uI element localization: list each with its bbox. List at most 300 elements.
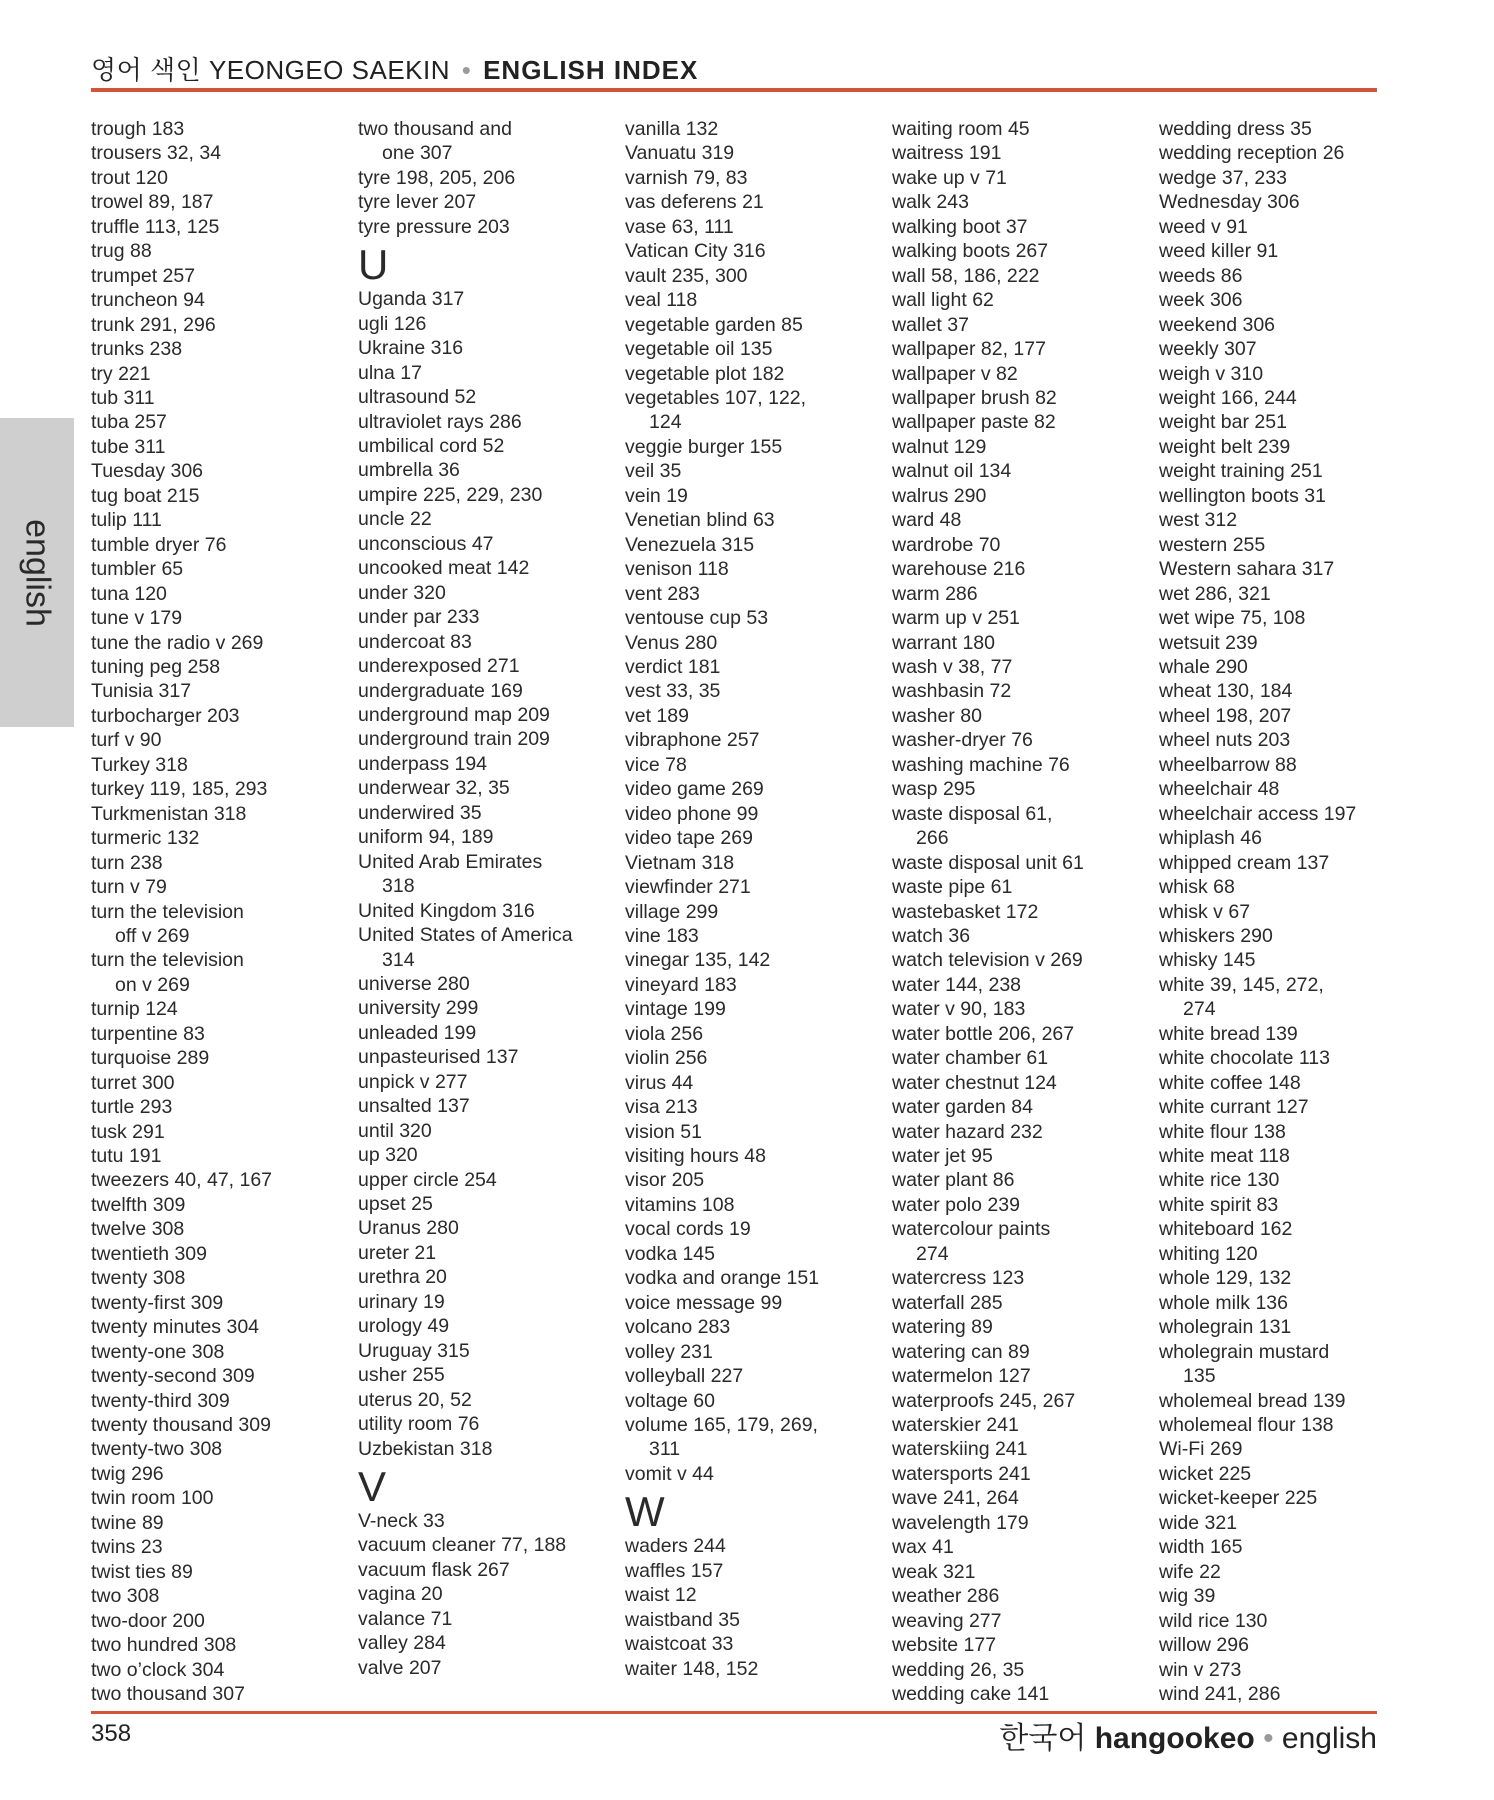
index-entry: Turkmenistan 318 — [91, 802, 247, 825]
index-entry: willow 296 — [1159, 1634, 1249, 1657]
index-entry: vision 51 — [625, 1120, 702, 1143]
index-entry: underground map 209 — [358, 703, 550, 726]
index-entry: try 221 — [91, 362, 151, 385]
index-entry: twenty 308 — [91, 1267, 186, 1290]
index-entry: white spirit 83 — [1159, 1193, 1279, 1216]
index-entry: vodka and orange 151 — [625, 1267, 820, 1290]
index-entry: wasp 295 — [892, 778, 976, 801]
index-entry: Vatican City 316 — [625, 240, 766, 263]
index-entry: water chamber 61 — [892, 1047, 1049, 1070]
header-english: ENGLISH INDEX — [483, 55, 699, 85]
index-entry: tyre pressure 203 — [358, 215, 510, 238]
index-entry: wheelchair 48 — [1159, 778, 1280, 801]
index-entry: waistcoat 33 — [625, 1633, 734, 1656]
index-entry: twenty-third 309 — [91, 1389, 230, 1412]
index-entry: website 177 — [892, 1634, 997, 1657]
index-entry: tube 311 — [91, 435, 166, 458]
index-entry: Uzbekistan 318 — [358, 1437, 493, 1460]
index-entry: vase 63, 111 — [625, 215, 734, 238]
index-entry: undercoat 83 — [358, 630, 472, 653]
index-entry: watch television v 269 — [892, 949, 1083, 972]
index-entry: wicket-keeper 225 — [1159, 1487, 1318, 1510]
index-entry: trowel 89, 187 — [91, 191, 214, 214]
index-entry: tweezers 40, 47, 167 — [91, 1169, 273, 1192]
index-entry: wedding 26, 35 — [892, 1658, 1025, 1681]
index-entry: watercolour paints 274 — [892, 1218, 1051, 1265]
index-entry: wedding reception 26 — [1159, 142, 1345, 165]
index-entry: vegetable garden 85 — [625, 313, 803, 336]
footer-korean: 한국어 — [999, 1722, 1087, 1755]
index-entry: west 312 — [1159, 509, 1238, 532]
index-entry: vet 189 — [625, 704, 689, 727]
index-entry: waste pipe 61 — [892, 876, 1013, 899]
index-entry: volcano 283 — [625, 1316, 731, 1339]
index-entry: underpass 194 — [358, 752, 488, 775]
index-entry: Ukraine 316 — [358, 337, 464, 360]
index-entry: whiplash 46 — [1159, 827, 1262, 850]
index-entry: twelve 308 — [91, 1218, 185, 1241]
index-entry: wholegrain mustard 135 — [1159, 1340, 1330, 1388]
index-entry: twine 89 — [91, 1511, 164, 1534]
index-entry: vas deferens 21 — [625, 191, 764, 214]
index-entry: tusk 291 — [91, 1120, 165, 1143]
index-entry: water plant 86 — [892, 1169, 1015, 1192]
index-entry: visa 213 — [625, 1096, 698, 1119]
index-entry: walnut 129 — [892, 435, 987, 458]
index-entry: ventouse cup 53 — [625, 607, 769, 630]
index-entry: under par 233 — [358, 606, 480, 629]
index-entry: waterskiing 241 — [892, 1438, 1028, 1461]
index-entry: turkey 119, 185, 293 — [91, 778, 268, 801]
index-entry: whisk v 67 — [1159, 900, 1251, 923]
index-entry: twig 296 — [91, 1462, 164, 1485]
index-entry: vocal cords 19 — [625, 1218, 751, 1241]
index-entry: twenty thousand 309 — [91, 1414, 271, 1437]
index-entry: wetsuit 239 — [1159, 631, 1258, 654]
index-entry: weekly 307 — [1159, 338, 1257, 361]
index-entry: vegetables 107, 122, 124 — [625, 386, 807, 434]
index-entry: wholegrain 131 — [1159, 1316, 1292, 1339]
index-entry: venison 118 — [625, 558, 729, 581]
index-entry: tug boat 215 — [91, 484, 200, 507]
index-entry: Tunisia 317 — [91, 680, 192, 703]
index-entry: walking boots 267 — [892, 240, 1049, 263]
index-entry: Vanuatu 319 — [625, 142, 735, 165]
section-letter: W — [625, 1488, 665, 1536]
index-entry: watermelon 127 — [892, 1365, 1031, 1388]
index-entry: voice message 99 — [625, 1291, 783, 1314]
index-entry: Wednesday 306 — [1159, 191, 1300, 214]
index-entry: until 320 — [358, 1119, 432, 1142]
index-entry: tub 311 — [91, 386, 155, 409]
index-entry: wet 286, 321 — [1159, 582, 1271, 605]
index-entry: wicket 225 — [1159, 1462, 1252, 1485]
index-entry: Vietnam 318 — [625, 851, 735, 874]
index-entry: water chestnut 124 — [892, 1071, 1057, 1094]
index-entry: valley 284 — [358, 1632, 446, 1655]
index-entry: utility room 76 — [358, 1413, 480, 1436]
index-entry: volley 231 — [625, 1340, 713, 1363]
index-entry: turf v 90 — [91, 729, 162, 752]
index-entry: wash v 38, 77 — [892, 655, 1013, 678]
index-entry: urethra 20 — [358, 1266, 447, 1289]
index-entry: twins 23 — [91, 1536, 163, 1559]
index-column-2 — [358, 117, 618, 1680]
index-entry: waistband 35 — [625, 1608, 740, 1631]
index-entry: video game 269 — [625, 778, 764, 801]
index-entry: trousers 32, 34 — [91, 142, 222, 165]
index-entry: unconscious 47 — [358, 532, 494, 555]
index-entry: veil 35 — [625, 460, 682, 483]
index-entry: two thousand 307 — [91, 1683, 245, 1705]
index-entry: tyre 198, 205, 206 — [358, 166, 516, 189]
index-entry: walking boot 37 — [892, 215, 1028, 238]
index-entry: waterskier 241 — [892, 1414, 1019, 1437]
index-entry: white meat 118 — [1159, 1145, 1290, 1168]
index-entry: trout 120 — [91, 166, 168, 189]
index-entry: vent 283 — [625, 582, 700, 605]
index-entry: twenty-one 308 — [91, 1340, 225, 1363]
index-entry: twentieth 309 — [91, 1242, 208, 1265]
index-entry: Turkey 318 — [91, 753, 188, 776]
index-entry: walnut oil 134 — [892, 460, 1012, 483]
index-entry: upset 25 — [358, 1193, 433, 1216]
index-entry: whiskers 290 — [1159, 924, 1273, 947]
index-entry: tune the radio v 269 — [91, 631, 264, 654]
index-entry: watercress 123 — [892, 1267, 1025, 1290]
index-entry: veal 118 — [625, 289, 698, 312]
index-entry: unleaded 199 — [358, 1021, 477, 1044]
index-entry: vibraphone 257 — [625, 729, 760, 752]
index-entry: underwired 35 — [358, 801, 482, 824]
index-entry: vagina 20 — [358, 1583, 443, 1606]
index-entry: vodka 145 — [625, 1242, 715, 1265]
index-entry: whole 129, 132 — [1159, 1267, 1292, 1290]
index-entry: week 306 — [1159, 289, 1243, 312]
index-entry: violin 256 — [625, 1047, 708, 1070]
index-entry: western 255 — [1159, 533, 1266, 556]
index-entry: tuna 120 — [91, 582, 167, 605]
index-entry: weaving 277 — [892, 1609, 1002, 1632]
index-entry: weekend 306 — [1159, 313, 1276, 336]
index-entry: wedding dress 35 — [1159, 118, 1312, 140]
index-entry: water v 90, 183 — [892, 998, 1026, 1021]
index-entry: upper circle 254 — [358, 1168, 497, 1191]
index-entry: Uruguay 315 — [358, 1339, 470, 1362]
index-entry: warm 286 — [892, 582, 978, 605]
index-entry: turn the television off v 269 — [91, 900, 244, 947]
index-entry: whisky 145 — [1159, 949, 1256, 972]
index-entry: wide 321 — [1159, 1511, 1238, 1534]
index-entry: underground train 209 — [358, 728, 550, 751]
index-entry: waiting room 45 — [892, 118, 1030, 140]
index-entry: verdict 181 — [625, 655, 721, 678]
index-entry: tumbler 65 — [91, 558, 184, 581]
index-entry: twenty minutes 304 — [91, 1316, 260, 1339]
index-entry: white rice 130 — [1159, 1169, 1280, 1192]
index-entry: walrus 290 — [892, 484, 987, 507]
index-entry: turquoise 289 — [91, 1047, 210, 1070]
index-entry: watering 89 — [892, 1316, 993, 1339]
index-entry: wig 39 — [1159, 1585, 1216, 1608]
index-entry: twin room 100 — [91, 1487, 214, 1510]
index-entry: ugli 126 — [358, 312, 427, 335]
index-entry: wall light 62 — [892, 289, 994, 312]
index-entry: vine 183 — [625, 924, 699, 947]
index-entry: turret 300 — [91, 1071, 175, 1094]
index-entry: twist ties 89 — [91, 1560, 193, 1583]
index-column-1 — [91, 117, 351, 1706]
index-column-3 — [625, 117, 885, 1681]
index-entry: waste disposal unit 61 — [892, 851, 1084, 874]
index-entry: unpasteurised 137 — [358, 1046, 519, 1069]
index-entry: tune v 179 — [91, 607, 183, 630]
index-entry: wastebasket 172 — [892, 900, 1039, 923]
index-entry: tuning peg 258 — [91, 655, 221, 678]
index-entry: wave 241, 264 — [892, 1487, 1019, 1510]
index-entry: white chocolate 113 — [1159, 1047, 1330, 1070]
index-entry: truncheon 94 — [91, 289, 205, 312]
index-entry: vacuum flask 267 — [358, 1558, 510, 1581]
index-entry: varnish 79, 83 — [625, 166, 748, 189]
index-entry: waiter 148, 152 — [625, 1657, 759, 1680]
index-entry: vest 33, 35 — [625, 680, 721, 703]
index-entry: truffle 113, 125 — [91, 215, 220, 238]
index-entry: vanilla 132 — [625, 118, 719, 140]
index-entry: umbrella 36 — [358, 459, 460, 482]
index-entry: wallpaper v 82 — [892, 362, 1018, 385]
index-entry: white currant 127 — [1159, 1096, 1309, 1119]
index-entry: vein 19 — [625, 484, 688, 507]
index-entry: Wi-Fi 269 — [1159, 1438, 1243, 1461]
index-entry: tuba 257 — [91, 411, 167, 434]
index-entry: watering can 89 — [892, 1340, 1030, 1363]
index-entry: weight 166, 244 — [1159, 386, 1297, 409]
index-entry: unsalted 137 — [358, 1095, 470, 1118]
index-entry: wholemeal flour 138 — [1159, 1414, 1334, 1437]
index-entry: two hundred 308 — [91, 1634, 237, 1657]
index-entry: ureter 21 — [358, 1241, 437, 1264]
header-rule — [91, 88, 1377, 92]
index-entry: washer 80 — [892, 704, 982, 727]
index-entry: twenty-second 309 — [91, 1365, 255, 1388]
index-entry: waist 12 — [625, 1584, 697, 1607]
index-entry: water 144, 238 — [892, 973, 1022, 996]
index-entry: valve 207 — [358, 1656, 442, 1679]
section-letter: V — [358, 1463, 387, 1511]
index-entry: waffles 157 — [625, 1559, 724, 1582]
footer-english: english — [1281, 1722, 1377, 1755]
index-entry: water bottle 206, 267 — [892, 1022, 1075, 1045]
index-entry: viola 256 — [625, 1022, 704, 1045]
index-entry: voltage 60 — [625, 1389, 715, 1412]
index-entry: twelfth 309 — [91, 1193, 186, 1216]
index-entry: V-neck 33 — [358, 1510, 445, 1533]
index-entry: usher 255 — [358, 1364, 445, 1387]
index-entry: turbocharger 203 — [91, 704, 240, 727]
index-entry: weak 321 — [892, 1560, 976, 1583]
index-entry: turpentine 83 — [91, 1022, 205, 1045]
index-entry: United Arab Emirates 318 — [358, 850, 543, 898]
index-entry: Western sahara 317 — [1159, 558, 1335, 581]
index-entry: vegetable oil 135 — [625, 338, 773, 361]
index-entry: vice 78 — [625, 753, 687, 776]
index-entry: virus 44 — [625, 1071, 694, 1094]
index-entry: weight training 251 — [1159, 460, 1323, 483]
section-letter: U — [358, 241, 389, 289]
index-entry: unpick v 277 — [358, 1070, 468, 1093]
index-entry: waterfall 285 — [892, 1291, 1003, 1314]
index-entry: trumpet 257 — [91, 264, 196, 287]
index-entry: visiting hours 48 — [625, 1145, 766, 1168]
index-entry: wheat 130, 184 — [1159, 680, 1293, 703]
index-entry: two thousand and one 307 — [358, 118, 512, 165]
index-entry: Uranus 280 — [358, 1217, 459, 1240]
index-entry: uncooked meat 142 — [358, 557, 530, 580]
index-entry: waste disposal 61, 266 — [892, 802, 1053, 850]
side-tab-label: english — [18, 518, 57, 627]
page-header — [91, 50, 1377, 88]
index-entry: uniform 94, 189 — [358, 826, 494, 849]
index-entry: vineyard 183 — [625, 973, 737, 996]
index-entry: up 320 — [358, 1144, 418, 1167]
index-entry: undergraduate 169 — [358, 679, 523, 702]
index-entry: wet wipe 75, 108 — [1159, 607, 1306, 630]
index-entry: white bread 139 — [1159, 1022, 1298, 1045]
index-entry: urinary 19 — [358, 1290, 445, 1313]
index-entry: wheel nuts 203 — [1159, 729, 1291, 752]
index-entry: wedding cake 141 — [892, 1683, 1050, 1705]
index-entry: white flour 138 — [1159, 1120, 1286, 1143]
index-entry: two o’clock 304 — [91, 1658, 225, 1681]
index-entry: vinegar 135, 142 — [625, 949, 771, 972]
index-entry: warehouse 216 — [892, 558, 1026, 581]
index-entry: wallet 37 — [892, 313, 969, 336]
index-entry: wild rice 130 — [1159, 1609, 1268, 1632]
index-entry: whiteboard 162 — [1159, 1218, 1293, 1241]
index-entry: turnip 124 — [91, 998, 178, 1021]
index-entry: veggie burger 155 — [625, 435, 783, 458]
index-entry: white coffee 148 — [1159, 1071, 1301, 1094]
index-entry: urology 49 — [358, 1315, 450, 1338]
index-entry: ward 48 — [892, 509, 962, 532]
index-entry: waterproofs 245, 267 — [892, 1389, 1076, 1412]
index-entry: vintage 199 — [625, 998, 726, 1021]
index-entry: uncle 22 — [358, 508, 432, 531]
index-entry: Venus 280 — [625, 631, 718, 654]
footer-separator: • — [1263, 1722, 1274, 1755]
index-entry: wallpaper 82, 177 — [892, 338, 1046, 361]
index-entry: wholemeal bread 139 — [1159, 1389, 1346, 1412]
index-entry: village 299 — [625, 900, 719, 923]
index-entry: university 299 — [358, 997, 479, 1020]
index-entry: turn v 79 — [91, 876, 167, 899]
index-entry: washing machine 76 — [892, 753, 1070, 776]
index-entry: weigh v 310 — [1159, 362, 1264, 385]
index-column-4 — [892, 117, 1152, 1706]
index-entry: turmeric 132 — [91, 827, 200, 850]
index-entry: vault 235, 300 — [625, 264, 748, 287]
index-entry: United Kingdom 316 — [358, 899, 535, 922]
index-entry: video tape 269 — [625, 827, 753, 850]
language-side-tab — [0, 418, 74, 727]
index-entry: valance 71 — [358, 1607, 453, 1630]
index-entry: trough 183 — [91, 118, 185, 140]
index-entry: volume 165, 179, 269, 311 — [625, 1414, 818, 1461]
index-entry: turn the television on v 269 — [91, 949, 244, 996]
index-entry: vomit v 44 — [625, 1462, 714, 1485]
footer-romanized: hangookeo — [1094, 1722, 1255, 1755]
index-entry: ultrasound 52 — [358, 386, 477, 409]
index-entry: twenty-first 309 — [91, 1291, 224, 1314]
index-entry: wallpaper paste 82 — [892, 411, 1056, 434]
index-entry: whipped cream 137 — [1159, 851, 1330, 874]
index-entry: washer-dryer 76 — [892, 729, 1033, 752]
index-entry: win v 273 — [1159, 1658, 1242, 1681]
index-entry: Uganda 317 — [358, 288, 465, 311]
footer-language — [999, 1713, 1377, 1757]
index-entry: weeds 86 — [1159, 264, 1243, 287]
index-entry: viewfinder 271 — [625, 876, 751, 899]
index-entry: vegetable plot 182 — [625, 362, 785, 385]
index-entry: whisk 68 — [1159, 876, 1235, 899]
index-entry: trug 88 — [91, 240, 152, 263]
index-entry: underexposed 271 — [358, 655, 520, 678]
index-entry: wheelbarrow 88 — [1159, 753, 1297, 776]
index-entry: twenty-two 308 — [91, 1438, 223, 1461]
index-entry: uterus 20, 52 — [358, 1388, 472, 1411]
index-entry: whole milk 136 — [1159, 1291, 1288, 1314]
index-entry: weight belt 239 — [1159, 435, 1291, 458]
index-entry: width 165 — [1159, 1536, 1243, 1559]
index-entry: turn 238 — [91, 851, 163, 874]
index-entry: video phone 99 — [625, 802, 759, 825]
index-entry: visor 205 — [625, 1169, 705, 1192]
index-entry: two 308 — [91, 1585, 160, 1608]
index-entry: Venetian blind 63 — [625, 509, 775, 532]
index-entry: washbasin 72 — [892, 680, 1012, 703]
index-entry: wellington boots 31 — [1159, 484, 1326, 507]
index-entry: wax 41 — [892, 1536, 954, 1559]
index-entry: universe 280 — [358, 972, 470, 995]
index-entry: vacuum cleaner 77, 188 — [358, 1534, 567, 1557]
index-entry: trunks 238 — [91, 338, 183, 361]
index-entry: ultraviolet rays 286 — [358, 410, 522, 433]
index-entry: weather 286 — [892, 1585, 1000, 1608]
index-entry: tulip 111 — [91, 509, 162, 532]
index-entry: white 39, 145, 272, 274 — [1159, 973, 1324, 1021]
index-entry: wallpaper brush 82 — [892, 386, 1057, 409]
index-entry: Venezuela 315 — [625, 533, 755, 556]
index-entry: water garden 84 — [892, 1096, 1033, 1119]
index-entry: under 320 — [358, 581, 446, 604]
index-entry: wake up v 71 — [892, 166, 1007, 189]
index-entry: wavelength 179 — [892, 1511, 1029, 1534]
index-entry: watersports 241 — [892, 1462, 1031, 1485]
index-entry: weight bar 251 — [1159, 411, 1287, 434]
index-entry: umbilical cord 52 — [358, 434, 505, 457]
index-entry: wall 58, 186, 222 — [892, 264, 1040, 287]
index-entry: warm up v 251 — [892, 607, 1020, 630]
index-entry: vitamins 108 — [625, 1193, 735, 1216]
header-separator: • — [461, 55, 472, 85]
index-entry: wheel 198, 207 — [1159, 704, 1292, 727]
index-entry: tyre lever 207 — [358, 191, 477, 214]
index-entry: tutu 191 — [91, 1145, 162, 1168]
index-entry: weed killer 91 — [1159, 240, 1279, 263]
index-entry: wardrobe 70 — [892, 533, 1001, 556]
index-entry: umpire 225, 229, 230 — [358, 483, 543, 506]
